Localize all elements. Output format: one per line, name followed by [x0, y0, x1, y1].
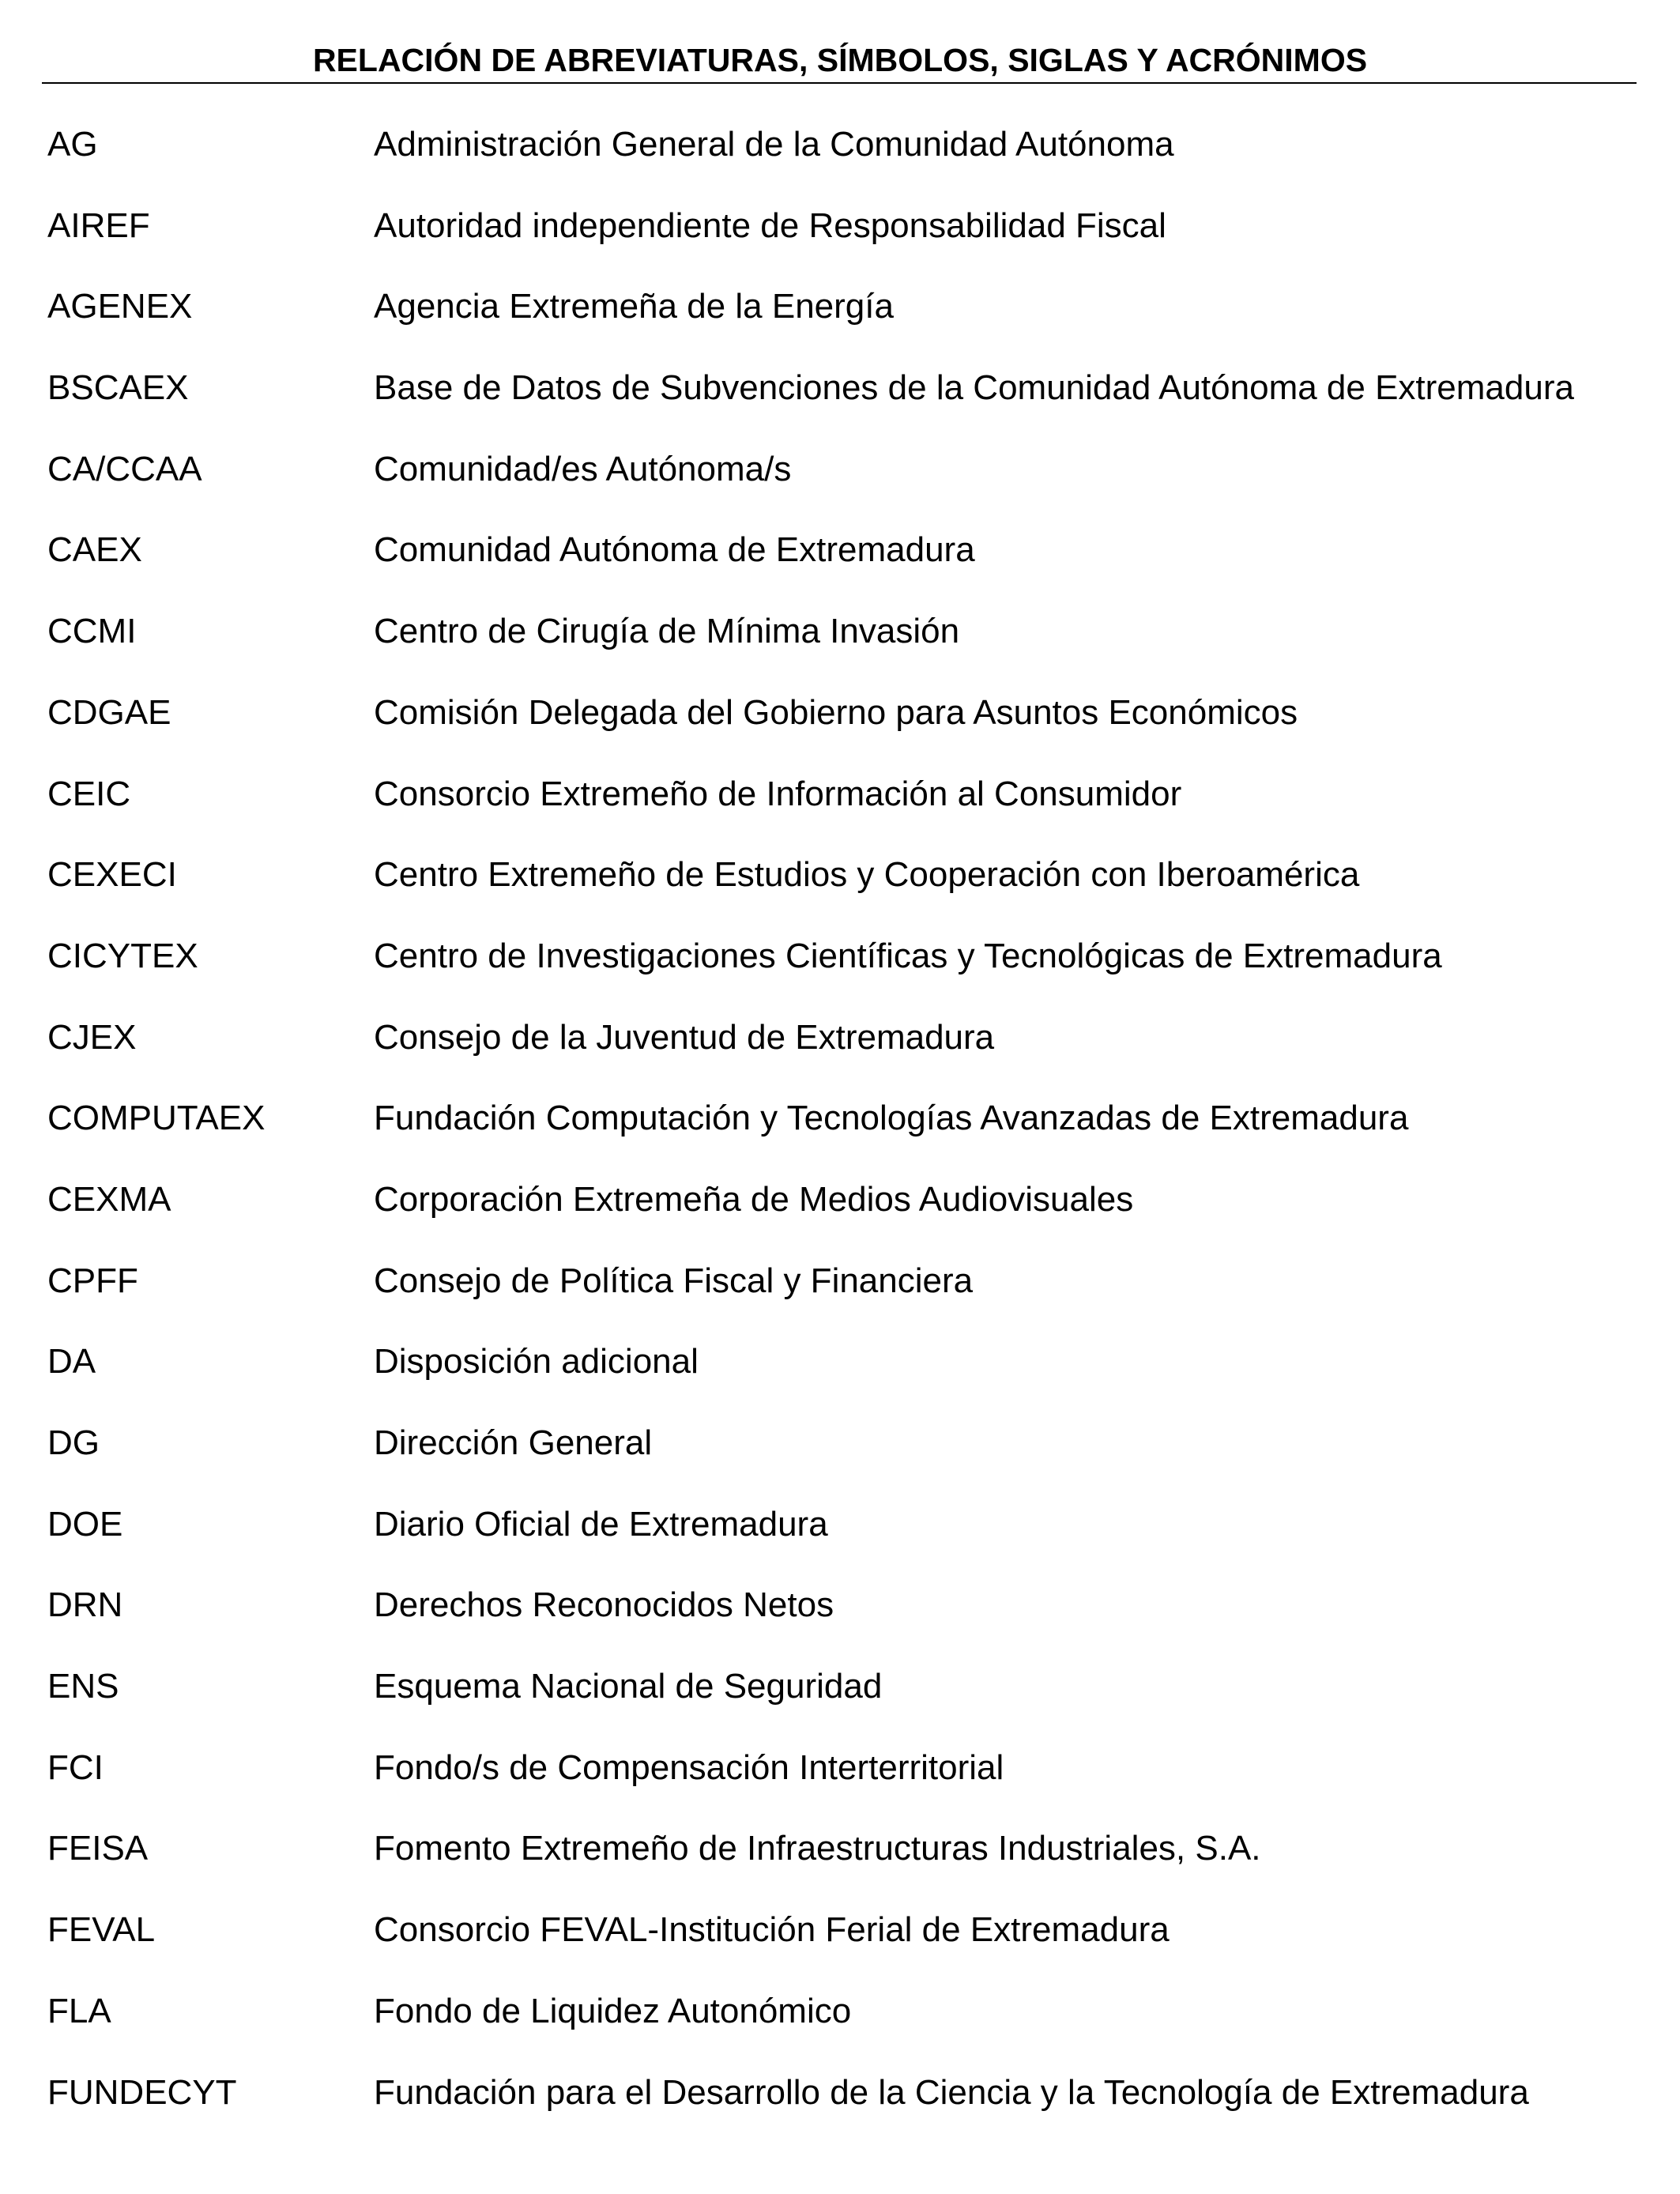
list-item — [0, 1092, 1680, 1174]
list-item — [0, 200, 1680, 281]
list-item — [0, 1417, 1680, 1498]
list-item — [0, 281, 1680, 362]
abbreviation-term: FEISA — [47, 1829, 149, 1868]
abbreviation-definition: Esquema Nacional de Seguridad — [374, 1667, 883, 1706]
abbreviation-definition: Diario Oficial de Extremadura — [374, 1504, 828, 1544]
list-item — [0, 1336, 1680, 1417]
abbreviation-definition: Comunidad Autónoma de Extremadura — [374, 530, 975, 570]
list-item — [0, 1742, 1680, 1823]
list-item — [0, 687, 1680, 768]
abbreviation-list — [0, 119, 1680, 2147]
abbreviation-term: DRN — [47, 1585, 123, 1625]
abbreviation-definition: Fundación para el Desarrollo de la Ciencia y la Tecnología de Extremadura — [374, 2072, 1529, 2112]
abbreviation-term: CEXECI — [47, 855, 177, 895]
list-item — [0, 1255, 1680, 1336]
abbreviation-definition: Comisión Delegada del Gobierno para Asuntos Económicos — [374, 692, 1298, 732]
title-underline — [42, 82, 1637, 84]
list-item — [0, 362, 1680, 443]
list-item — [0, 443, 1680, 525]
abbreviation-term: CICYTEX — [47, 936, 198, 975]
list-item — [0, 1012, 1680, 1093]
abbreviation-term: CA/CCAA — [47, 449, 202, 488]
list-item — [0, 930, 1680, 1012]
abbreviation-term: ENS — [47, 1667, 119, 1706]
abbreviation-definition: Centro de Cirugía de Mínima Invasión — [374, 612, 960, 651]
list-item — [0, 1904, 1680, 1985]
abbreviation-term: CEIC — [47, 774, 131, 813]
abbreviation-term: BSCAEX — [47, 368, 189, 408]
abbreviation-definition: Centro Extremeño de Estudios y Cooperación con Iberoamérica — [374, 855, 1360, 895]
abbreviation-term: DA — [47, 1342, 96, 1382]
abbreviation-term: CCMI — [47, 612, 137, 651]
abbreviation-definition: Consejo de Política Fiscal y Financiera — [374, 1261, 974, 1300]
list-item — [0, 1579, 1680, 1661]
abbreviation-definition: Corporación Extremeña de Medios Audiovisuales — [374, 1179, 1134, 1219]
abbreviation-definition: Fomento Extremeño de Infraestructuras Industriales, S.A. — [374, 1829, 1261, 1868]
abbreviation-term: FCI — [47, 1747, 104, 1787]
list-item — [0, 1661, 1680, 1742]
abbreviation-definition: Derechos Reconocidos Netos — [374, 1585, 834, 1625]
list-item — [0, 1174, 1680, 1255]
abbreviation-definition: Consorcio Extremeño de Información al Consumidor — [374, 774, 1182, 813]
page-title: RELACIÓN DE ABREVIATURAS, SÍMBOLOS, SIGLAS Y ACRÓNIMOS — [312, 42, 1368, 78]
abbreviation-term: FEVAL — [47, 1910, 156, 1950]
list-item — [0, 849, 1680, 930]
abbreviation-term: CEXMA — [47, 1179, 171, 1219]
abbreviation-definition: Autoridad independiente de Responsabilidad Fiscal — [374, 205, 1166, 245]
abbreviation-term: FUNDECYT — [47, 2072, 237, 2112]
abbreviation-definition: Fondo de Liquidez Autonómico — [374, 1991, 852, 2030]
abbreviation-term: DG — [47, 1423, 100, 1462]
list-item — [0, 1823, 1680, 1904]
list-item — [0, 605, 1680, 687]
abbreviation-term: COMPUTAEX — [47, 1099, 266, 1138]
abbreviation-definition: Consejo de la Juventud de Extremadura — [374, 1017, 995, 1057]
list-item — [0, 1498, 1680, 1580]
list-item — [0, 768, 1680, 850]
abbreviation-term: CJEX — [47, 1017, 137, 1057]
list-item — [0, 2067, 1680, 2148]
abbreviation-term: AGENEX — [47, 287, 193, 326]
abbreviation-definition: Disposición adicional — [374, 1342, 699, 1382]
abbreviation-definition: Base de Datos de Subvenciones de la Comunidad Autónoma de Extremadura — [374, 368, 1574, 408]
abbreviation-term: CAEX — [47, 530, 142, 570]
abbreviation-definition: Comunidad/es Autónoma/s — [374, 449, 792, 488]
abbreviation-definition: Dirección General — [374, 1423, 653, 1462]
abbreviation-definition: Consorcio FEVAL-Institución Ferial de Extremadura — [374, 1910, 1170, 1950]
abbreviation-definition: Agencia Extremeña de la Energía — [374, 287, 894, 326]
abbreviation-definition: Fundación Computación y Tecnologías Avanzadas de Extremadura — [374, 1099, 1409, 1138]
list-item — [0, 1985, 1680, 2067]
abbreviation-definition: Fondo/s de Compensación Interterritorial — [374, 1747, 1004, 1787]
abbreviation-term: CDGAE — [47, 692, 171, 732]
abbreviation-term: FLA — [47, 1991, 111, 2030]
abbreviation-term: AIREF — [47, 205, 150, 245]
abbreviation-term: CPFF — [47, 1261, 138, 1300]
abbreviation-definition: Centro de Investigaciones Científicas y Tecnológicas de Extremadura — [374, 936, 1442, 975]
abbreviation-term: AG — [47, 125, 98, 164]
abbreviation-term: DOE — [47, 1504, 123, 1544]
list-item — [0, 524, 1680, 605]
abbreviation-definition: Administración General de la Comunidad Autónoma — [374, 125, 1174, 164]
list-item — [0, 119, 1680, 200]
